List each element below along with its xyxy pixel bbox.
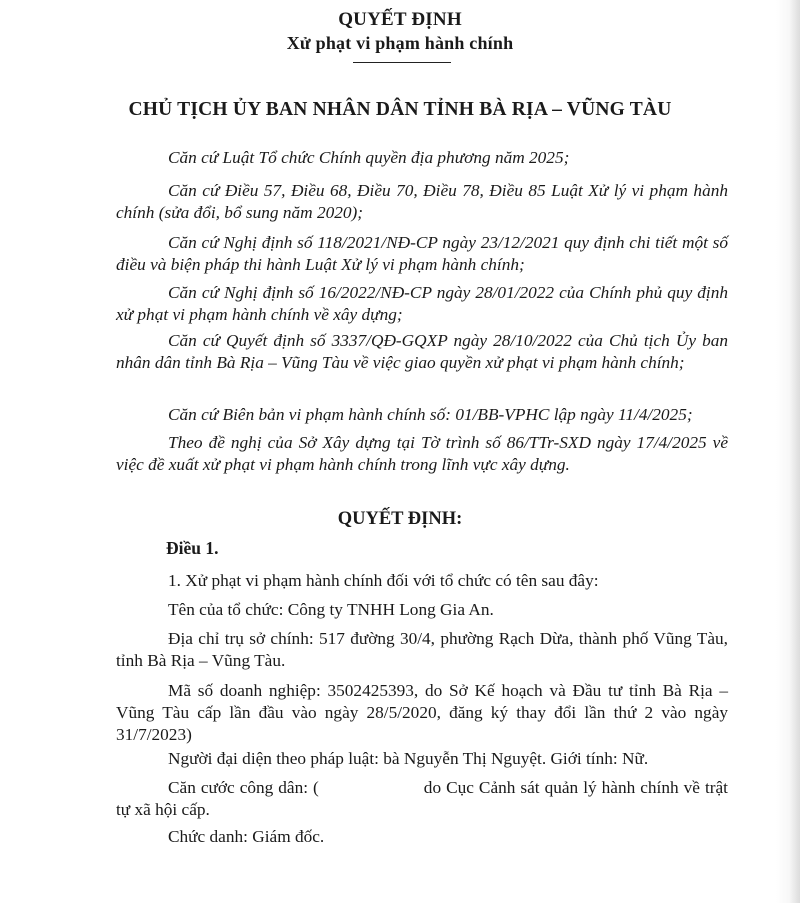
head-office-address: Địa chỉ trụ sở chính: 517 đường 30/4, phường Rạch Dừa, thành phố Vũng Tàu, tỉnh Bà Rịa – Vũng Tàu. xyxy=(116,629,728,670)
citizen-id-prefix: Căn cước công dân: ( xyxy=(168,778,319,797)
legal-basis-6: Căn cứ Biên bản vi phạm hành chính số: 01/BB-VPHC lập ngày 11/4/2025; xyxy=(168,405,693,424)
citizen-id-line xyxy=(116,777,728,821)
page-edge-shadow xyxy=(790,0,800,903)
legal-basis-2: Căn cứ Điều 57, Điều 68, Điều 70, Điều 78, Điều 85 Luật Xử lý vi phạm hành chính (sửa đổi, bổ sung năm 2020); xyxy=(116,181,728,222)
decision-item-1: 1. Xử phạt vi phạm hành chính đối với tổ chức có tên sau đây: xyxy=(168,571,599,590)
redacted-area xyxy=(319,781,424,797)
citizen-id-suffix: do Cục Cảnh sát quản lý hành chính về trật tự xã hội cấp. xyxy=(116,778,728,819)
document-title: QUYẾT ĐỊNH xyxy=(338,9,462,30)
legal-basis-5: Căn cứ Quyết định số 3337/QĐ-GQXP ngày 28/10/2022 của Chủ tịch Ủy ban nhân dân tỉnh Bà Rịa – Vũng Tàu về việc giao quyền xử phạt vi phạm hành chính; xyxy=(116,331,728,372)
legal-basis-1: Căn cứ Luật Tổ chức Chính quyền địa phương năm 2025; xyxy=(168,148,570,167)
document-subtitle: Xử phạt vi phạm hành chính xyxy=(286,33,514,53)
legal-basis-7: Theo đề nghị của Sở Xây dựng tại Tờ trình số 86/TTr-SXD ngày 17/4/2025 về việc đề xuất xử phạt vi phạm hành chính trong lĩnh vực xây dựng. xyxy=(116,433,728,474)
legal-basis-3: Căn cứ Nghị định số 118/2021/NĐ-CP ngày 23/12/2021 quy định chi tiết một số điều và biện pháp thi hành Luật Xử lý vi phạm hành chính; xyxy=(116,233,728,274)
legal-basis-4: Căn cứ Nghị định số 16/2022/NĐ-CP ngày 28/01/2022 của Chính phủ quy định xử phạt vi phạm hành chính về xây dựng; xyxy=(116,283,728,324)
organization-name: Tên của tổ chức: Công ty TNHH Long Gia An. xyxy=(168,600,494,619)
business-code: Mã số doanh nghiệp: 3502425393, do Sở Kế hoạch và Đầu tư tỉnh Bà Rịa – Vũng Tàu cấp lần đầu vào ngày 28/5/2020, đăng ký thay đổi lần thứ 2 vào ngày 31/7/2023) xyxy=(116,681,728,744)
title-divider xyxy=(353,62,451,63)
job-title: Chức danh: Giám đốc. xyxy=(168,827,325,846)
decision-heading: QUYẾT ĐỊNH: xyxy=(337,509,463,529)
article-1-heading: Điều 1. xyxy=(166,538,219,558)
issuing-authority: CHỦ TỊCH ỦY BAN NHÂN DÂN TỈNH BÀ RỊA – VŨNG TÀU xyxy=(128,99,672,120)
legal-representative: Người đại diện theo pháp luật: bà Nguyễn Thị Nguyệt. Giới tính: Nữ. xyxy=(168,749,649,768)
